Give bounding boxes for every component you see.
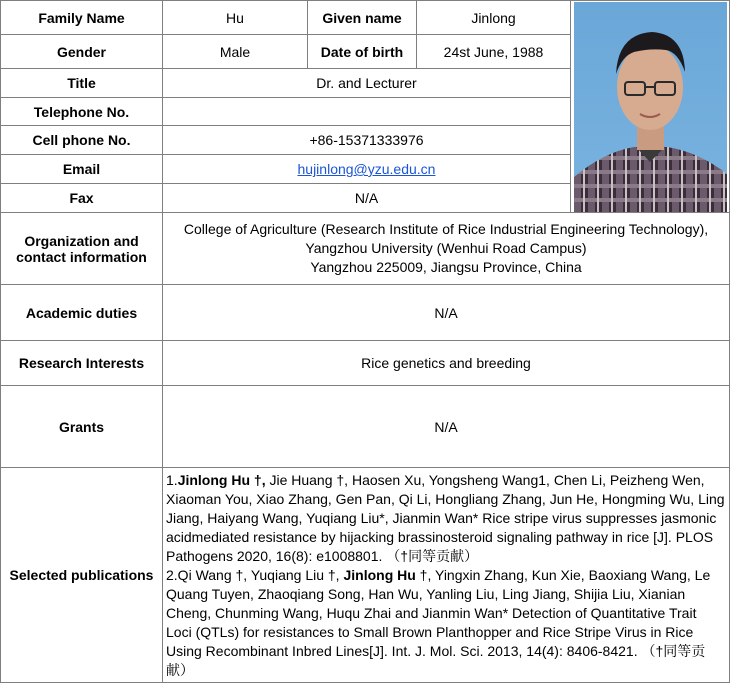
portrait-photo-icon	[574, 2, 727, 212]
email-link[interactable]: hujinlong@yzu.edu.cn	[297, 161, 436, 177]
family-name-value: Hu	[163, 1, 308, 35]
given-name-value: Jinlong	[417, 1, 571, 35]
cell-value: +86-15371333976	[163, 126, 571, 155]
row-interests	[1, 341, 730, 386]
title-value: Dr. and Lecturer	[163, 69, 571, 98]
duties-label: Academic duties	[1, 285, 163, 341]
organization-line-2: Yangzhou University (Wenhui Road Campus)	[305, 240, 587, 256]
organization-label: Organization and contact information	[1, 213, 163, 285]
organization-line-3: Yangzhou 225009, Jiangsu Province, China	[310, 259, 582, 275]
publication-2-highlighted-author: Jinlong Hu	[343, 566, 416, 583]
title-label: Title	[1, 69, 163, 98]
publication-1	[166, 471, 726, 566]
telephone-value	[163, 98, 571, 126]
publication-1-text: Jie Huang †, Haosen Xu, Yongsheng Wang1, Chen Li, Peizheng Wen, Xiaoman You, Xiao Zhang, Gen Pan, Qi Li, Hongliang Zhang, Jun He, Hongming Wu, Ling Jiang, Haiyang Wang, Yuqiang Liu*, Jianmin Wan* Rice stripe virus suppresses jasmonic acidmediated resistance by hijacking brassinosteroid signaling pathway in rice [J]. PLOS Pathogens 2020, 16(8): e1008801. （†同等贡献）	[166, 471, 725, 564]
gender-label: Gender	[1, 35, 163, 69]
interests-value: Rice genetics and breeding	[163, 341, 730, 386]
publication-1-highlighted-author: Jinlong Hu †,	[177, 471, 266, 488]
row-publications	[1, 468, 730, 683]
publications-list	[163, 468, 730, 683]
organization-value	[163, 213, 730, 285]
publication-2-start: 2.Qi Wang †, Yuqiang Liu †,	[166, 566, 344, 583]
publication-1-number: 1.	[166, 471, 178, 488]
telephone-label: Telephone No.	[1, 98, 163, 126]
fax-label: Fax	[1, 184, 163, 213]
row-duties	[1, 285, 730, 341]
dob-label: Date of birth	[308, 35, 417, 69]
row-grants	[1, 386, 730, 468]
duties-value: N/A	[163, 285, 730, 341]
gender-value: Male	[163, 35, 308, 69]
row-name	[1, 1, 730, 35]
publication-2	[166, 566, 726, 680]
email-cell	[163, 155, 571, 184]
interests-label: Research Interests	[1, 341, 163, 386]
grants-value: N/A	[163, 386, 730, 468]
photo-cell	[571, 1, 730, 213]
grants-label: Grants	[1, 386, 163, 468]
family-name-label: Family Name	[1, 1, 163, 35]
email-label: Email	[1, 155, 163, 184]
cell-label: Cell phone No.	[1, 126, 163, 155]
fax-value: N/A	[163, 184, 571, 213]
dob-value: 24st June, 1988	[417, 35, 571, 69]
row-organization	[1, 213, 730, 285]
publications-label: Selected publications	[1, 468, 163, 683]
organization-line-1: College of Agriculture (Research Institute of Rice Industrial Engineering Technology),	[183, 221, 709, 237]
given-name-label: Given name	[308, 1, 417, 35]
publication-2-text: †, Yingxin Zhang, Kun Xie, Baoxiang Wang, Le Quang Tuyen, Zhaoqiang Song, Han Wu, Yanling Liu, Ling Jiang, Shijia Liu, Xianian Cheng, Chunming Wang, Huqu Zhai and Jianmin Wan* Detection of Quantitative Trait Loci (QTLs) for resistances to Small Brown Planthopper and Rice Stripe Virus in Rice Using Recombinant Inbred Lines[J]. Int. J. Mol. Sci. 2013, 14(4): 8406-8421. （†同等贡献）	[166, 566, 711, 678]
